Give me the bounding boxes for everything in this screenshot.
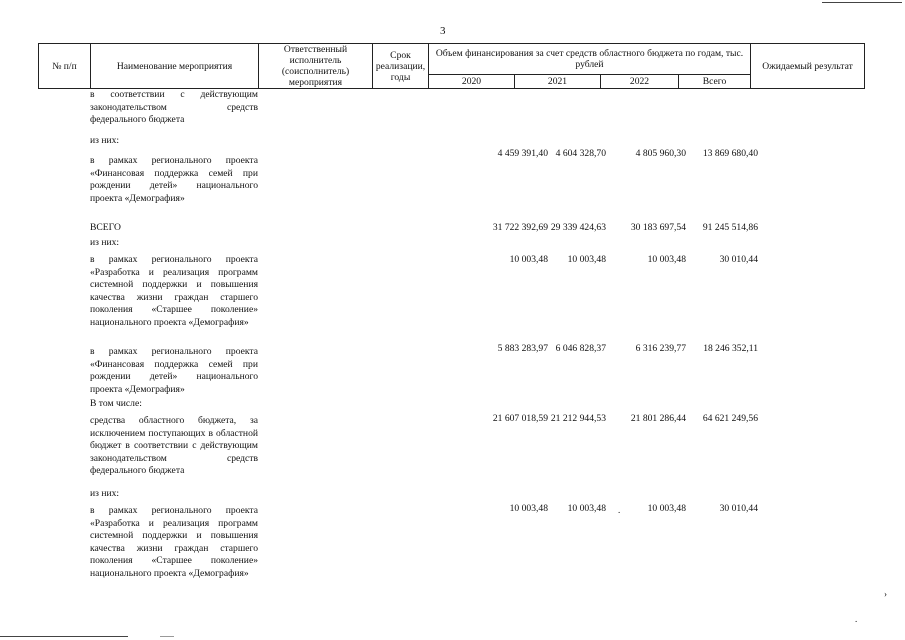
header-result: Ожидаемый результат xyxy=(751,44,865,89)
header-year: 2020 xyxy=(429,74,515,88)
value-total: 30 010,44 xyxy=(719,503,758,514)
header-num: № п/п xyxy=(39,44,91,89)
value-2020: 21 607 018,59 xyxy=(492,413,548,424)
header-responsible: Ответственный исполнитель (соисполнитель) мероприятия xyxy=(259,44,373,89)
value-2022: 10 003,48 xyxy=(647,503,686,514)
value-2021: 4 604 328,70 xyxy=(555,148,606,159)
value-total: 13 869 680,40 xyxy=(702,148,758,159)
bottom-mark xyxy=(160,636,174,637)
header-term: Срок реализации, годы xyxy=(373,44,429,89)
value-2022: 30 183 697,54 xyxy=(630,222,686,233)
header-year: 2021 xyxy=(515,74,601,88)
header-table xyxy=(38,43,865,89)
header-name: Наименование мероприятия xyxy=(91,44,259,89)
value-2022: 4 805 960,30 xyxy=(635,148,686,159)
header-year: Всего xyxy=(679,74,751,88)
value-2021: 21 212 944,53 xyxy=(550,413,606,424)
row-description: в рамках регионального проекта «Разработка и реализация программ системной поддержки и повышения качества жизни граждан старшего поколения «Старшее поколение» национального проекта «Демография» xyxy=(90,254,258,328)
value-2022: 10 003,48 xyxy=(647,254,686,265)
value-2022: 6 316 239,77 xyxy=(635,343,686,354)
row-description: из них: xyxy=(90,237,120,248)
stray-dot-mark: . xyxy=(618,505,621,515)
row-description: ВСЕГО xyxy=(90,222,121,233)
value-2021: 6 046 828,37 xyxy=(555,343,606,354)
value-2022: 21 801 286,44 xyxy=(630,413,686,424)
row-description: в соответствии с действующим законодательством средств федерального бюджета xyxy=(90,89,258,126)
row-description: в рамках регионального проекта «Разработка и реализация программ системной поддержки и повышения качества жизни граждан старшего поколения «Старшее поколение» национального проекта «Демография» xyxy=(90,505,258,579)
row-description: средства областного бюджета, за исключением поступающих в областной бюджет в соответствии с действующим законодательством средств федерального бюджета xyxy=(90,415,258,477)
value-2021: 10 003,48 xyxy=(567,254,606,265)
row-description: в рамках регионального проекта «Финансовая поддержка семей при рождении детей» национального проекта «Демография» xyxy=(90,155,258,204)
value-2021: 10 003,48 xyxy=(567,503,606,514)
margin-dot-mark: . xyxy=(855,614,858,624)
bottom-left-line xyxy=(0,636,128,637)
row-description: из них: xyxy=(90,488,120,499)
value-2020: 31 722 392,69 xyxy=(492,222,548,233)
value-total: 30 010,44 xyxy=(719,254,758,265)
margin-tick-mark: › xyxy=(884,589,887,599)
value-2020: 10 003,48 xyxy=(509,254,548,265)
page-number: 3 xyxy=(440,25,446,37)
top-right-line xyxy=(822,2,902,3)
value-total: 64 621 249,56 xyxy=(702,413,758,424)
row-description: в рамках регионального проекта «Финансовая поддержка семей при рождении детей» национального проекта «Демография» xyxy=(90,346,258,395)
row-description: из них: xyxy=(90,135,120,146)
value-2020: 4 459 391,40 xyxy=(497,148,548,159)
value-2021: 29 339 424,63 xyxy=(550,222,606,233)
row-description: В том числе: xyxy=(90,398,142,409)
value-2020: 5 883 283,97 xyxy=(497,343,548,354)
header-year: 2022 xyxy=(601,74,679,88)
value-2020: 10 003,48 xyxy=(509,503,548,514)
value-total: 18 246 352,11 xyxy=(703,343,758,354)
value-total: 91 245 514,86 xyxy=(702,222,758,233)
header-finance: Объем финансирования за счет средств областного бюджета по годам, тыс. рублей xyxy=(429,44,751,75)
